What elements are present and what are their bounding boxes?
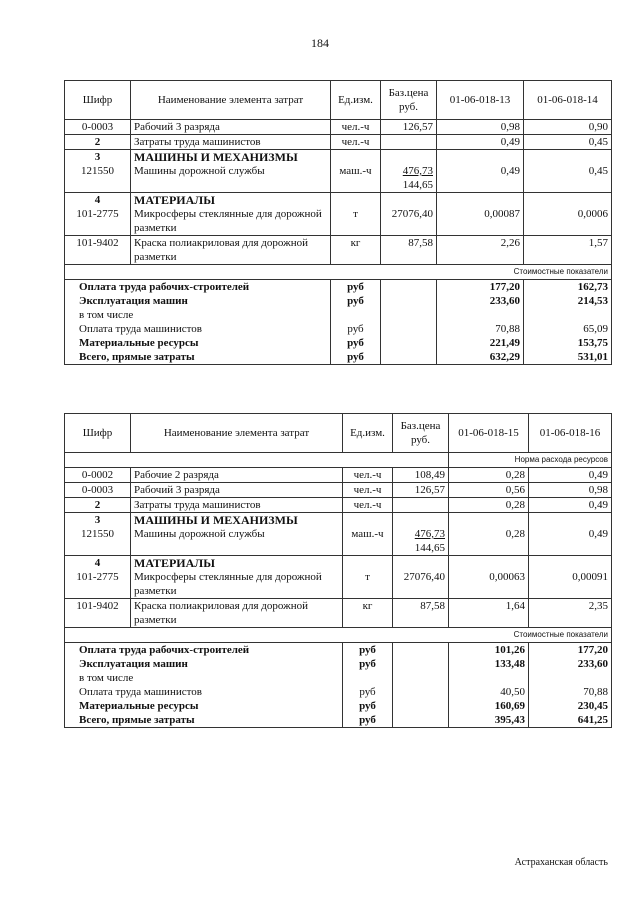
summary-label-cell: Всего, прямые затраты — [65, 350, 331, 365]
summary-value-2: 162,73 — [524, 280, 612, 295]
page-number: 184 — [311, 36, 329, 50]
summary-row — [65, 350, 612, 365]
row-value-2: 1,57 — [524, 236, 612, 265]
summary-label-cell: в том числе — [65, 671, 343, 685]
header-price: Баз.цена руб. — [381, 81, 437, 120]
row-price: 108,49 — [393, 468, 449, 483]
section-code: 3 — [94, 151, 101, 163]
row-name: Затраты труда машинистов — [131, 498, 343, 513]
row-value-1: 0,00087 — [484, 208, 520, 220]
row-value-1: 0,28 — [449, 498, 529, 513]
table-row — [65, 599, 612, 628]
summary-row — [65, 643, 612, 658]
row-unit: чел.-ч — [343, 498, 393, 513]
summary-unit: руб — [343, 657, 393, 671]
row-price: 476,73 — [402, 165, 433, 177]
header-code: Шифр — [65, 81, 131, 120]
row-code: 121550 — [81, 165, 114, 177]
footer-region: Астраханская область — [514, 857, 608, 868]
summary-row — [65, 713, 612, 728]
summary-unit: руб — [343, 685, 393, 699]
summary-label-cell: Оплата труда рабочих-строителей — [65, 643, 343, 658]
row-unit: кг — [331, 236, 381, 265]
row-name: Микросферы стеклянные для дорожной разметки — [134, 571, 322, 597]
row-value-2: 2,35 — [529, 599, 612, 628]
summary-value-2: 214,53 — [524, 294, 612, 308]
summary-label-cell: Всего, прямые затраты — [65, 713, 343, 728]
table-header-row — [65, 414, 612, 453]
row-value-1: 2,26 — [437, 236, 524, 265]
summary-row — [65, 685, 612, 699]
summary-value-2: 177,20 — [529, 643, 612, 658]
row-value-2: 0,49 — [529, 498, 612, 513]
row-code: 101-9402 — [65, 599, 131, 628]
row-value-2: 0,00091 — [572, 571, 608, 583]
table-row — [65, 150, 612, 193]
section-title: МАТЕРИАЛЫ — [134, 556, 215, 570]
header-name: Наименование элемента затрат — [131, 81, 331, 120]
row-unit: т — [353, 208, 358, 220]
summary-label-cell: в том числе — [65, 308, 331, 322]
row-value-1: 0,98 — [437, 120, 524, 135]
table-row — [65, 135, 612, 150]
row-price-2: 144,65 — [414, 542, 445, 554]
row-name: Рабочий 3 разряда — [131, 483, 343, 498]
row-unit: кг — [343, 599, 393, 628]
row-code: 2 — [65, 135, 131, 150]
summary-value-2: 70,88 — [529, 685, 612, 699]
summary-unit: руб — [331, 322, 381, 336]
summary-unit: руб — [343, 713, 393, 728]
row-code: 0-0003 — [65, 483, 131, 498]
summary-label-cell: Оплата труда рабочих-строителей — [65, 280, 331, 295]
table-row — [65, 193, 612, 236]
summary-value-1: 70,88 — [437, 322, 524, 336]
row-name: Машины дорожной службы — [134, 165, 265, 177]
summary-label-cell: Материальные ресурсы — [65, 336, 331, 350]
row-value-1: 0,56 — [449, 483, 529, 498]
row-value-1: 0,49 — [437, 135, 524, 150]
row-price: 27076,40 — [391, 208, 433, 220]
summary-value-2: 65,09 — [524, 322, 612, 336]
summary-label-cell: Оплата труда машинистов — [65, 322, 331, 336]
row-value-2: 0,49 — [529, 468, 612, 483]
row-unit: чел.-ч — [343, 483, 393, 498]
table-row — [65, 513, 612, 556]
header-col2: 01-06-018-16 — [529, 414, 612, 453]
header-col1: 01-06-018-15 — [449, 414, 529, 453]
summary-value-1: 40,50 — [449, 685, 529, 699]
row-price: 126,57 — [381, 120, 437, 135]
summary-row — [65, 699, 612, 713]
row-name: Рабочие 2 разряда — [131, 468, 343, 483]
summary-unit: руб — [331, 336, 381, 350]
row-value-2: 0,45 — [524, 135, 612, 150]
summary-row — [65, 280, 612, 295]
summary-label: Стоимостные показатели — [65, 265, 612, 280]
summary-value-2: 233,60 — [529, 657, 612, 671]
table-row — [65, 556, 612, 599]
summary-value-2: 230,45 — [529, 699, 612, 713]
header-col1: 01-06-018-13 — [437, 81, 524, 120]
row-name: Микросферы стеклянные для дорожной разметки — [134, 208, 322, 234]
row-name: Машины дорожной службы — [134, 528, 265, 540]
table-row — [65, 468, 612, 483]
row-unit: маш.-ч — [351, 528, 384, 540]
row-code: 0-0002 — [65, 468, 131, 483]
row-price: 27076,40 — [403, 571, 445, 583]
norm-label: Норма расхода ресурсов — [449, 453, 612, 468]
row-code: 2 — [65, 498, 131, 513]
section-code: 3 — [94, 514, 101, 526]
summary-row — [65, 671, 612, 685]
section-code: 4 — [94, 557, 101, 569]
row-price — [393, 498, 449, 513]
summary-value-1: 395,43 — [449, 713, 529, 728]
row-unit: чел.-ч — [343, 468, 393, 483]
cost-table-1 — [64, 80, 612, 365]
summary-unit: руб — [331, 280, 381, 295]
summary-unit: руб — [343, 699, 393, 713]
row-value-1: 0,28 — [505, 528, 525, 540]
section-title: МАТЕРИАЛЫ — [134, 193, 215, 207]
row-name: Краска полиакриловая для дорожной разметки — [131, 599, 343, 628]
row-value-1: 1,64 — [449, 599, 529, 628]
summary-label-row — [65, 265, 612, 280]
summary-value-1: 221,49 — [437, 336, 524, 350]
row-value-1: 0,00063 — [489, 571, 525, 583]
row-value-2: 0,98 — [529, 483, 612, 498]
table-row — [65, 498, 612, 513]
row-price: 87,58 — [393, 599, 449, 628]
summary-value-1: 133,48 — [449, 657, 529, 671]
summary-value-2: 153,75 — [524, 336, 612, 350]
row-unit: т — [365, 571, 370, 583]
row-code: 101-2775 — [76, 208, 119, 220]
summary-value-1: 177,20 — [437, 280, 524, 295]
summary-value-1: 160,69 — [449, 699, 529, 713]
summary-unit: руб — [343, 643, 393, 658]
row-price: 87,58 — [381, 236, 437, 265]
row-value-2: 0,49 — [588, 528, 608, 540]
row-name: Краска полиакриловая для дорожной разметки — [131, 236, 331, 265]
row-name: Затраты труда машинистов — [131, 135, 331, 150]
header-unit: Ед.изм. — [331, 81, 381, 120]
summary-value-1: 632,29 — [437, 350, 524, 365]
header-unit: Ед.изм. — [343, 414, 393, 453]
row-name: Рабочий 3 разряда — [131, 120, 331, 135]
row-code: 121550 — [81, 528, 114, 540]
row-value-1: 0,28 — [449, 468, 529, 483]
row-unit: чел.-ч — [331, 120, 381, 135]
row-unit: чел.-ч — [331, 135, 381, 150]
row-code: 101-9402 — [65, 236, 131, 265]
summary-value-2: 641,25 — [529, 713, 612, 728]
summary-label-cell: Эксплуатация машин — [65, 657, 343, 671]
summary-row — [65, 294, 612, 308]
summary-label-cell: Материальные ресурсы — [65, 699, 343, 713]
row-value-2: 0,0006 — [577, 208, 608, 220]
row-code: 101-2775 — [76, 571, 119, 583]
row-price-2: 144,65 — [402, 179, 433, 191]
table-row — [65, 236, 612, 265]
row-price: 126,57 — [393, 483, 449, 498]
table-row — [65, 120, 612, 135]
row-price — [381, 135, 437, 150]
summary-label: Стоимостные показатели — [65, 628, 612, 643]
summary-label-cell: Эксплуатация машин — [65, 294, 331, 308]
header-price: Баз.цена руб. — [393, 414, 449, 453]
summary-unit: руб — [331, 350, 381, 365]
header-code: Шифр — [65, 414, 131, 453]
row-price: 476,73 — [414, 528, 445, 540]
section-title: МАШИНЫ И МЕХАНИЗМЫ — [134, 513, 298, 527]
row-value-1: 0,49 — [500, 165, 520, 177]
row-code: 0-0003 — [65, 120, 131, 135]
section-title: МАШИНЫ И МЕХАНИЗМЫ — [134, 150, 298, 164]
norm-label-row — [65, 453, 612, 468]
summary-value-1: 233,60 — [437, 294, 524, 308]
header-name: Наименование элемента затрат — [131, 414, 343, 453]
summary-unit: руб — [331, 294, 381, 308]
row-value-2: 0,45 — [588, 165, 608, 177]
summary-row — [65, 336, 612, 350]
summary-label-cell: Оплата труда машинистов — [65, 685, 343, 699]
cost-table-2 — [64, 413, 612, 728]
summary-label-row — [65, 628, 612, 643]
table-row — [65, 483, 612, 498]
table-header-row — [65, 81, 612, 120]
row-unit: маш.-ч — [339, 165, 372, 177]
section-code: 4 — [94, 194, 101, 206]
summary-row — [65, 657, 612, 671]
summary-row — [65, 308, 612, 322]
header-col2: 01-06-018-14 — [524, 81, 612, 120]
summary-value-1: 101,26 — [449, 643, 529, 658]
row-value-2: 0,90 — [524, 120, 612, 135]
summary-row — [65, 322, 612, 336]
summary-value-2: 531,01 — [524, 350, 612, 365]
